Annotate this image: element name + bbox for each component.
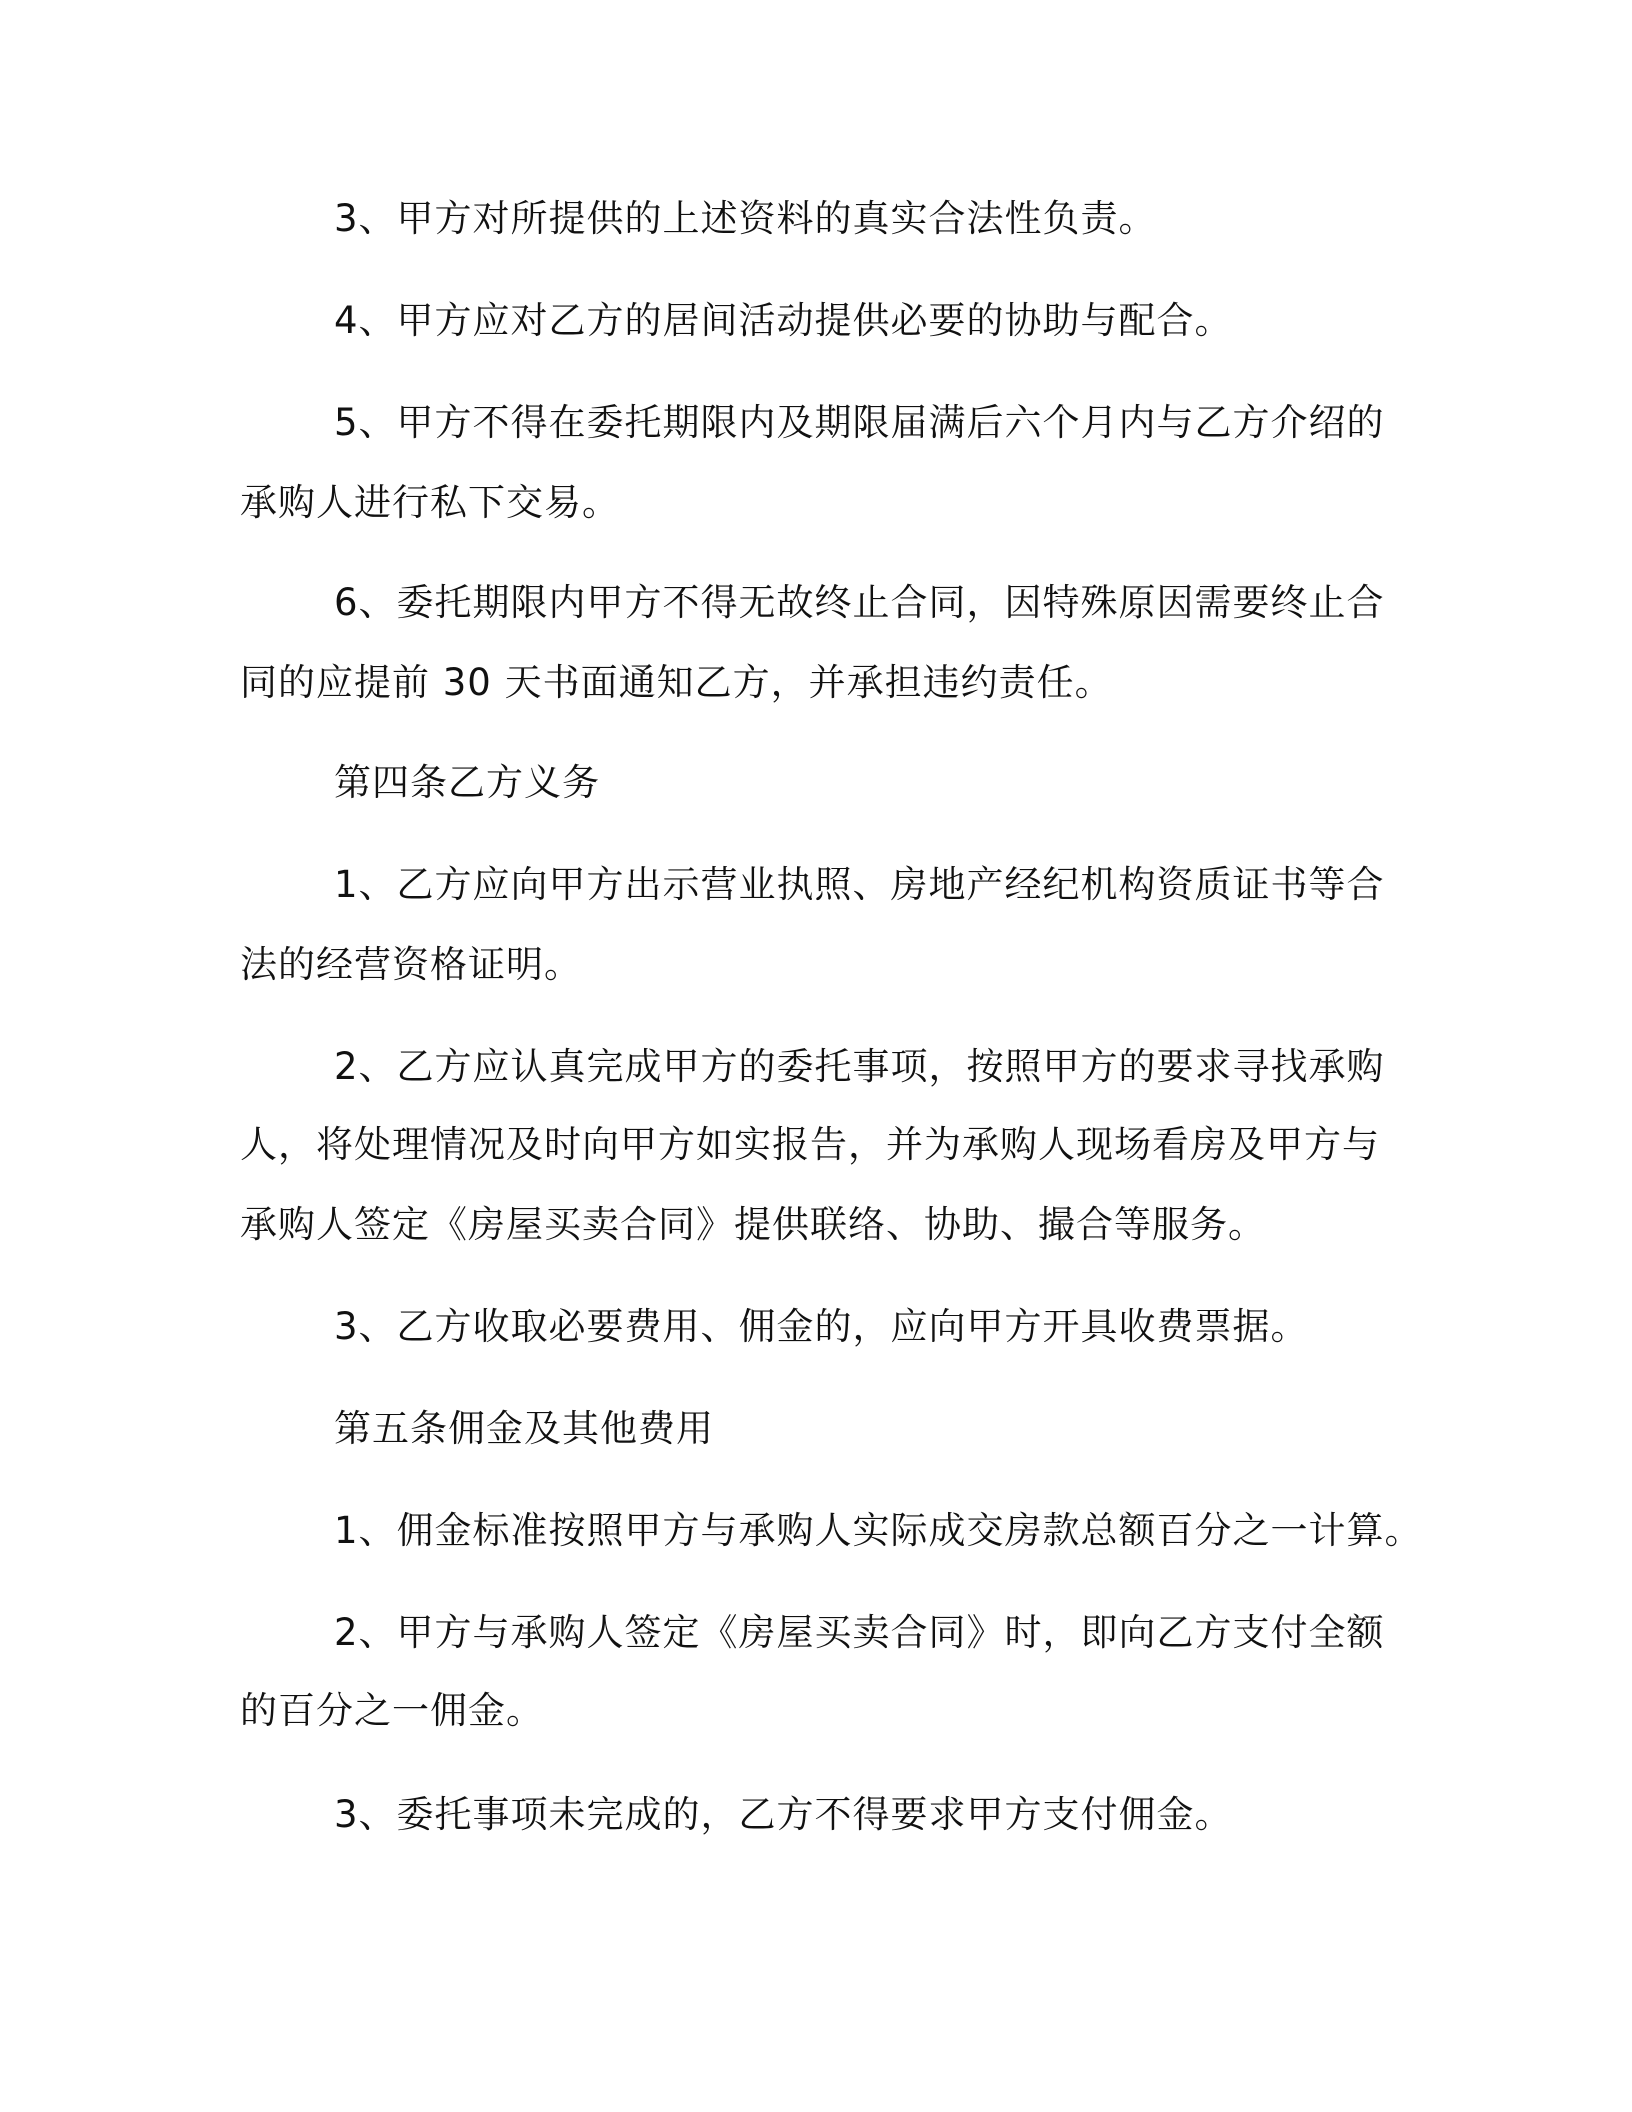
article-5-clause-3-line: 3、委托事项未完成的，乙方不得要求甲方支付佣金。 <box>334 1793 1233 1836</box>
section-heading-article-4: 第四条乙方义务 <box>334 761 600 804</box>
clause-6-line-2: 同的应提前 30 天书面通知乙方，并承担违约责任。 <box>240 661 1113 704</box>
clause-5-line-2: 承购人进行私下交易。 <box>240 481 620 524</box>
article-5-clause-2-line-1: 2、甲方与承购人签定《房屋买卖合同》时，即向乙方支付全额 <box>334 1611 1385 1654</box>
article-5-clause-2-line-2: 的百分之一佣金。 <box>240 1689 544 1732</box>
article-5-clause-1-line: 1、佣金标准按照甲方与承购人实际成交房款总额百分之一计算。 <box>334 1509 1423 1552</box>
article-4-clause-1-line-2: 法的经营资格证明。 <box>240 943 582 986</box>
clause-4-line: 4、甲方应对乙方的居间活动提供必要的协助与配合。 <box>334 299 1233 342</box>
clause-3-line: 3、甲方对所提供的上述资料的真实合法性负责。 <box>334 197 1157 240</box>
article-4-clause-2-line-2: 人，将处理情况及时向甲方如实报告，并为承购人现场看房及甲方与 <box>240 1123 1380 1166</box>
article-4-clause-3-line: 3、乙方收取必要费用、佣金的，应向甲方开具收费票据。 <box>334 1305 1309 1348</box>
article-4-clause-2-line-3: 承购人签定《房屋买卖合同》提供联络、协助、撮合等服务。 <box>240 1203 1266 1246</box>
clause-5-line-1: 5、甲方不得在委托期限内及期限届满后六个月内与乙方介绍的 <box>334 401 1385 444</box>
article-4-clause-1-line-1: 1、乙方应向甲方出示营业执照、房地产经纪机构资质证书等合 <box>334 863 1385 906</box>
clause-6-line-1: 6、委托期限内甲方不得无故终止合同，因特殊原因需要终止合 <box>334 581 1385 624</box>
article-4-clause-2-line-1: 2、乙方应认真完成甲方的委托事项，按照甲方的要求寻找承购 <box>334 1045 1385 1088</box>
section-heading-article-5: 第五条佣金及其他费用 <box>334 1407 714 1450</box>
